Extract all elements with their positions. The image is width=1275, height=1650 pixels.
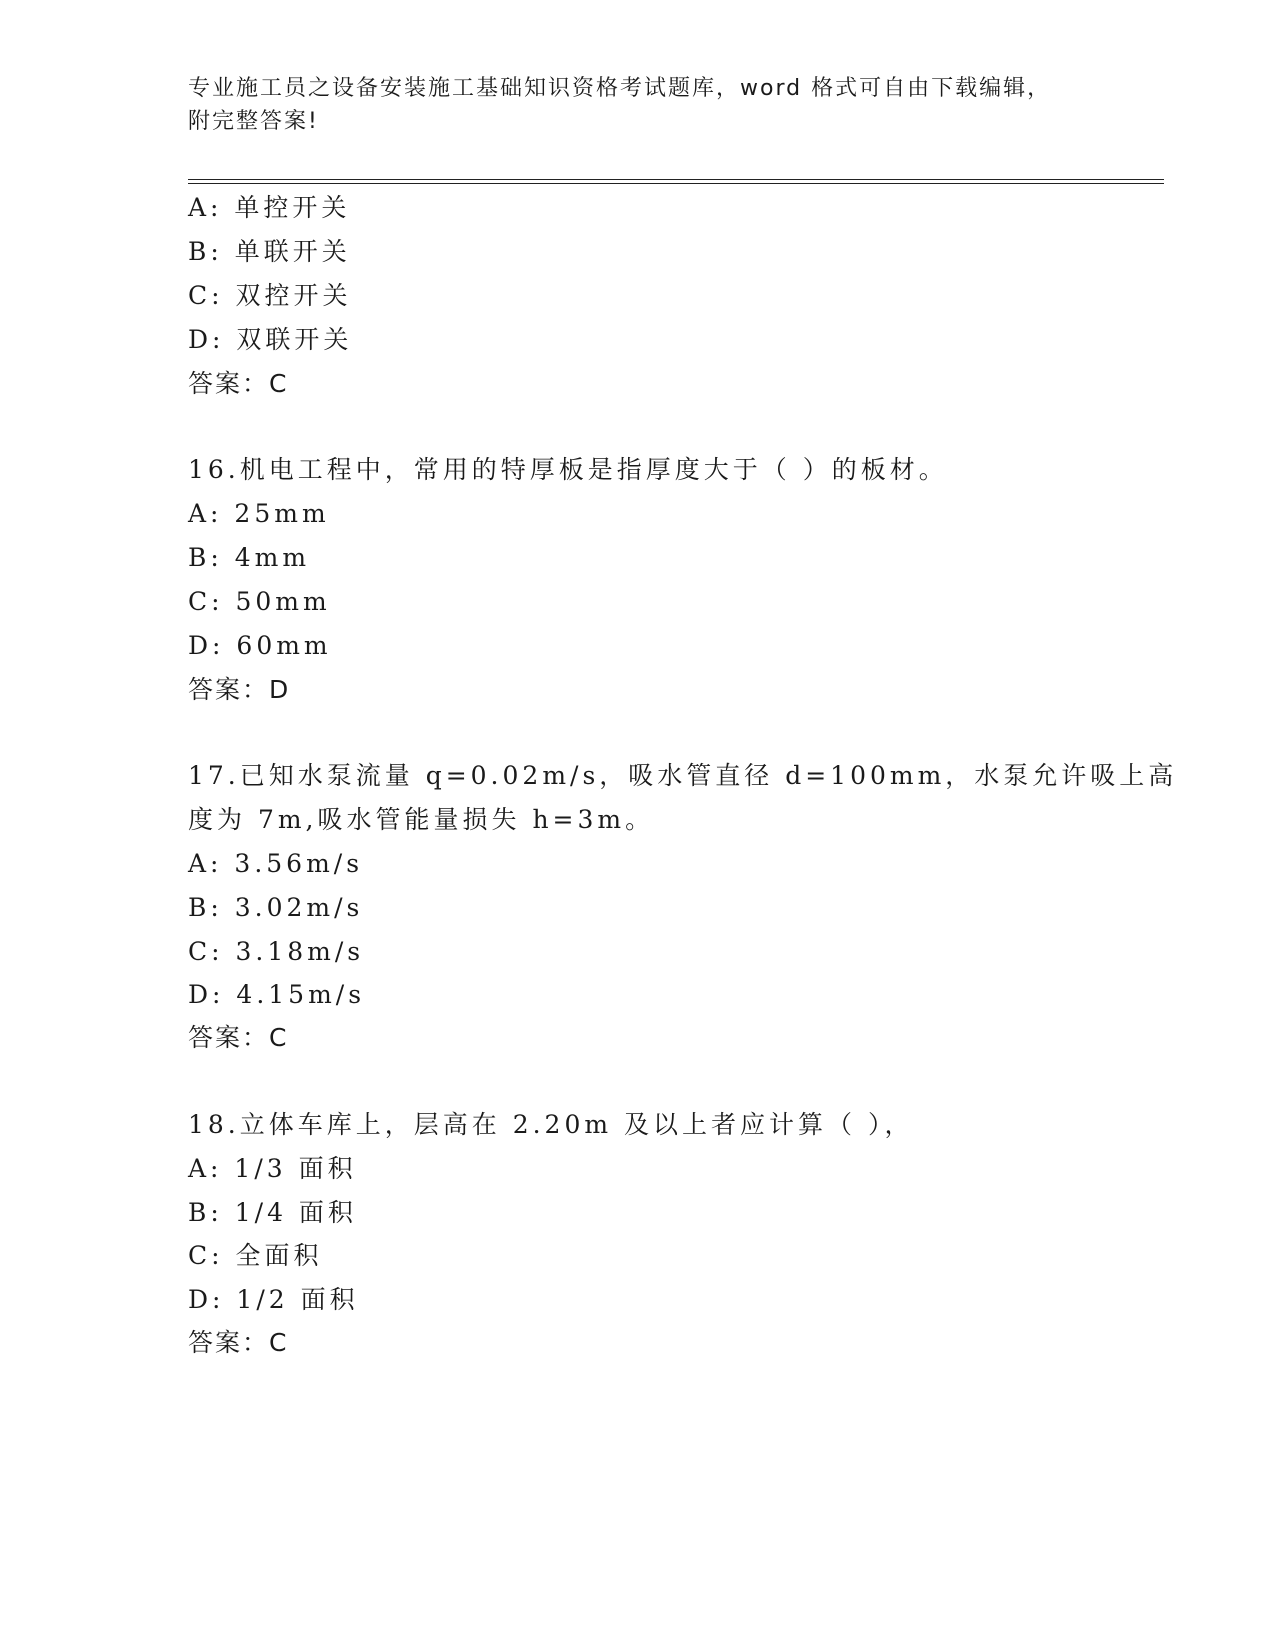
q15-option-d: D: 双联开关 — [188, 325, 353, 354]
q16-stem: 16.机电工程中，常用的特厚板是指厚度大于（ ）的板材。 — [188, 455, 948, 484]
q16-option-d: D: 60mm — [188, 631, 332, 660]
q17-option-c: C: 3.18m/s — [188, 937, 365, 966]
q17-stem-line-1: 17.已知水泵流量 q=0.02m/s，吸水管直径 d=100mm，水泵允许吸上高 — [188, 761, 1178, 790]
q16-option-a: A: 25mm — [188, 499, 330, 528]
q15-answer: 答案：C — [188, 369, 289, 398]
q18-option-a: A: 1/3 面积 — [188, 1154, 357, 1183]
q18-option-b: B: 1/4 面积 — [188, 1198, 357, 1227]
q17-option-d: D: 4.15m/s — [188, 980, 366, 1009]
header-divider-top — [188, 179, 1164, 180]
q18-option-c: C: 全面积 — [188, 1241, 323, 1270]
q16-option-c: C: 50mm — [188, 587, 331, 616]
q16-answer: 答案：D — [188, 675, 291, 704]
q16-option-b: B: 4mm — [188, 543, 311, 572]
q17-option-a: A: 3.56m/s — [188, 849, 364, 878]
header-divider-bottom — [188, 183, 1164, 184]
header-title-line-1: 专业施工员之设备安装施工基础知识资格考试题库，word 格式可自由下载编辑， — [188, 76, 1052, 101]
q17-stem-line-2: 度为 7m,吸水管能量损失 h=3m。 — [188, 805, 655, 834]
q17-option-b: B: 3.02m/s — [188, 893, 364, 922]
q18-option-d: D: 1/2 面积 — [188, 1285, 359, 1314]
document-header — [188, 72, 1088, 138]
q15-option-a: A: 单控开关 — [188, 193, 351, 222]
q18-stem: 18.立体车库上，层高在 2.20m 及以上者应计算（ ）， — [188, 1110, 914, 1139]
q18-answer: 答案：C — [188, 1328, 289, 1357]
q15-option-b: B: 单联开关 — [188, 237, 351, 266]
q15-option-c: C: 双控开关 — [188, 281, 352, 310]
header-title-line-2: 附完整答案! — [188, 109, 319, 134]
q17-answer: 答案：C — [188, 1023, 289, 1052]
